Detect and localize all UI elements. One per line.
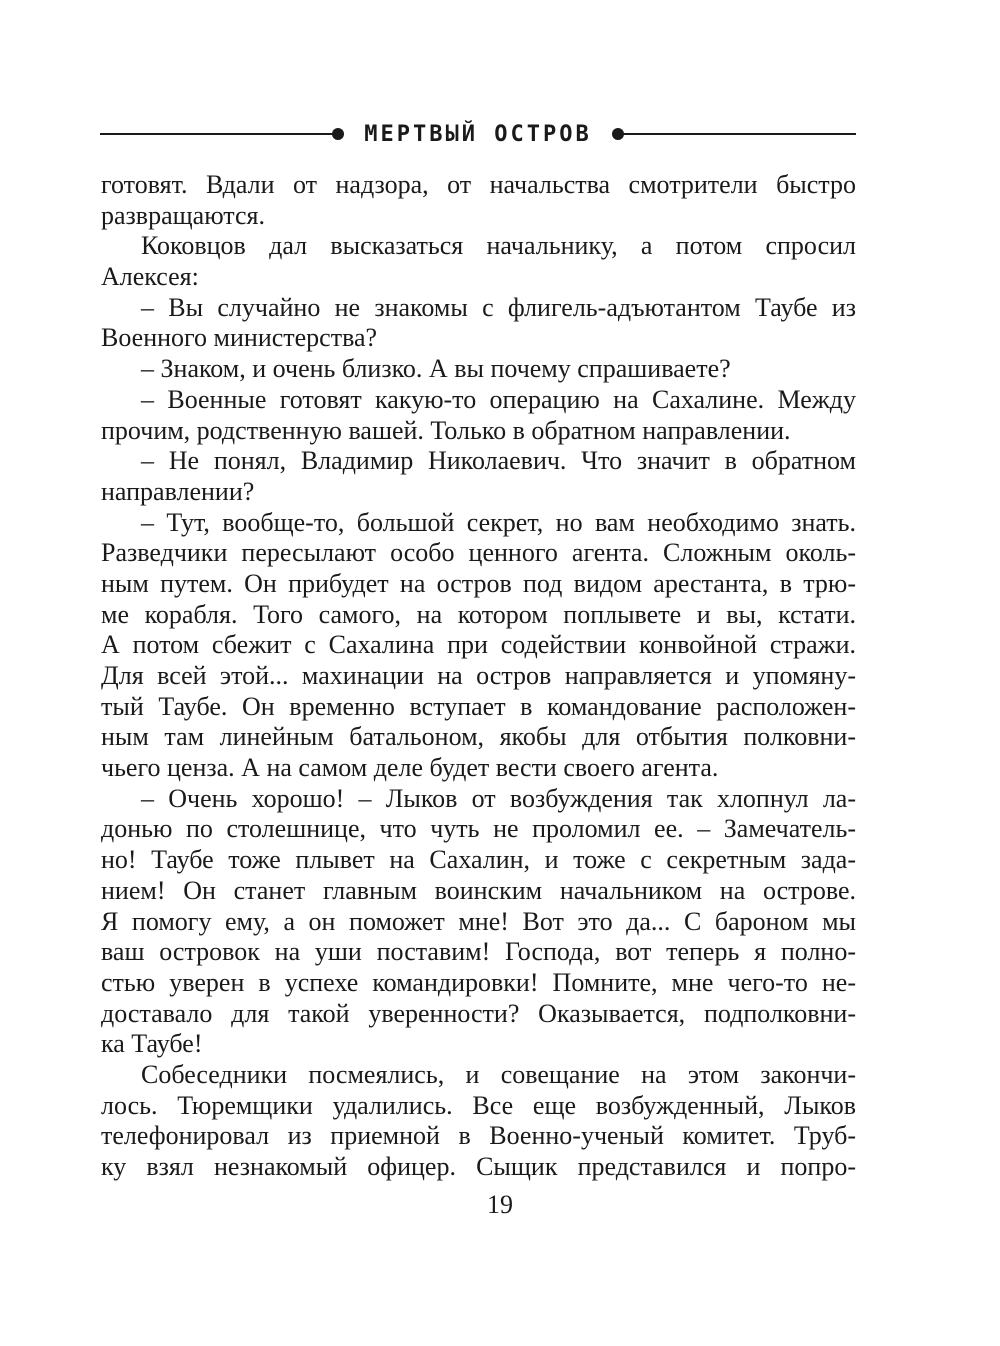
text-line: ка Таубе! — [101, 1029, 203, 1059]
header-rule-right — [614, 133, 856, 135]
text-line: донью по столешнице, что чуть не проломил ее. – Замечатель- — [101, 814, 856, 844]
text-line: Военного министерства? — [101, 323, 378, 353]
text-line: телефонировал из приемной в Военно-ученый комитет. Труб- — [101, 1121, 856, 1151]
text-line: ным там линейным батальоном, якобы для отбытия полковни- — [101, 722, 856, 752]
text-line: Алексея: — [101, 262, 199, 292]
text-line: – Знаком, и очень близко. А вы почему спрашиваете? — [141, 354, 731, 384]
text-line: чьего ценза. А на самом деле будет вести своего агента. — [101, 753, 719, 783]
text-line: Разведчики пересылают особо ценного агента. Сложным околь- — [101, 538, 856, 568]
text-line: – Вы случайно не знакомы с флигель-адъютантом Таубе из — [141, 292, 856, 322]
header-rule-left — [100, 133, 342, 135]
text-line: стью уверен в успехе командировки! Помните, мне чего-то не- — [101, 967, 856, 997]
text-line: Коковцов дал высказаться начальнику, а потом спросил — [141, 231, 856, 261]
text-line: ным путем. Он прибудет на остров под видом арестанта, в трю- — [101, 568, 856, 598]
text-line: тый Таубе. Он временно вступает в командование расположен- — [101, 691, 856, 721]
running-title: МЕРТВЫЙ ОСТРОВ — [364, 121, 592, 147]
text-line: – Военные готовят какую-то операцию на Сахалине. Между — [141, 384, 856, 414]
running-header — [100, 114, 856, 154]
text-line: направлении? — [101, 476, 255, 506]
text-line: доставало для такой уверенности? Оказывается, подполковни- — [101, 998, 856, 1028]
text-line: ме корабля. Того самого, на котором поплывете и вы, кстати. — [101, 599, 856, 629]
text-line: – Не понял, Владимир Николаевич. Что значит в обратном — [141, 446, 856, 476]
text-line: Я помогу ему, а он поможет мне! Вот это да... С бароном мы — [101, 906, 856, 936]
text-line: – Тут, вообще-то, большой секрет, но вам необходимо знать. — [141, 507, 856, 537]
text-line: ку взял незнакомый офицер. Сыщик представился и попро- — [101, 1152, 856, 1181]
text-line: готовят. Вдали от надзора, от начальства смотрители быстро — [101, 170, 856, 199]
text-line: Для всей этой... махинации на остров направляется и упомяну- — [101, 661, 856, 690]
text-line: А потом сбежит с Сахалина при содействии конвойной стражи. — [101, 630, 856, 660]
text-line: ваш островок на уши поставим! Господа, вот теперь я полно- — [101, 937, 856, 967]
text-line: – Очень хорошо! – Лыков от возбуждения так хлопнул ла- — [141, 783, 856, 813]
body-text — [101, 170, 856, 1183]
text-line: прочим, родственную вашей. Только в обратном направлении. — [101, 415, 791, 445]
text-line: но! Таубе тоже плывет на Сахалин, и тоже с секретным зада- — [101, 845, 856, 875]
text-line: лось. Тюремщики удалились. Все еще возбужденный, Лыков — [101, 1090, 856, 1120]
text-line: развращаются. — [101, 200, 265, 230]
page-number: 19 — [487, 1190, 513, 1219]
text-line: Собеседники посмеялись, и совещание на этом закончи- — [141, 1059, 856, 1089]
text-line: нием! Он станет главным воинским начальником на острове. — [101, 875, 856, 905]
